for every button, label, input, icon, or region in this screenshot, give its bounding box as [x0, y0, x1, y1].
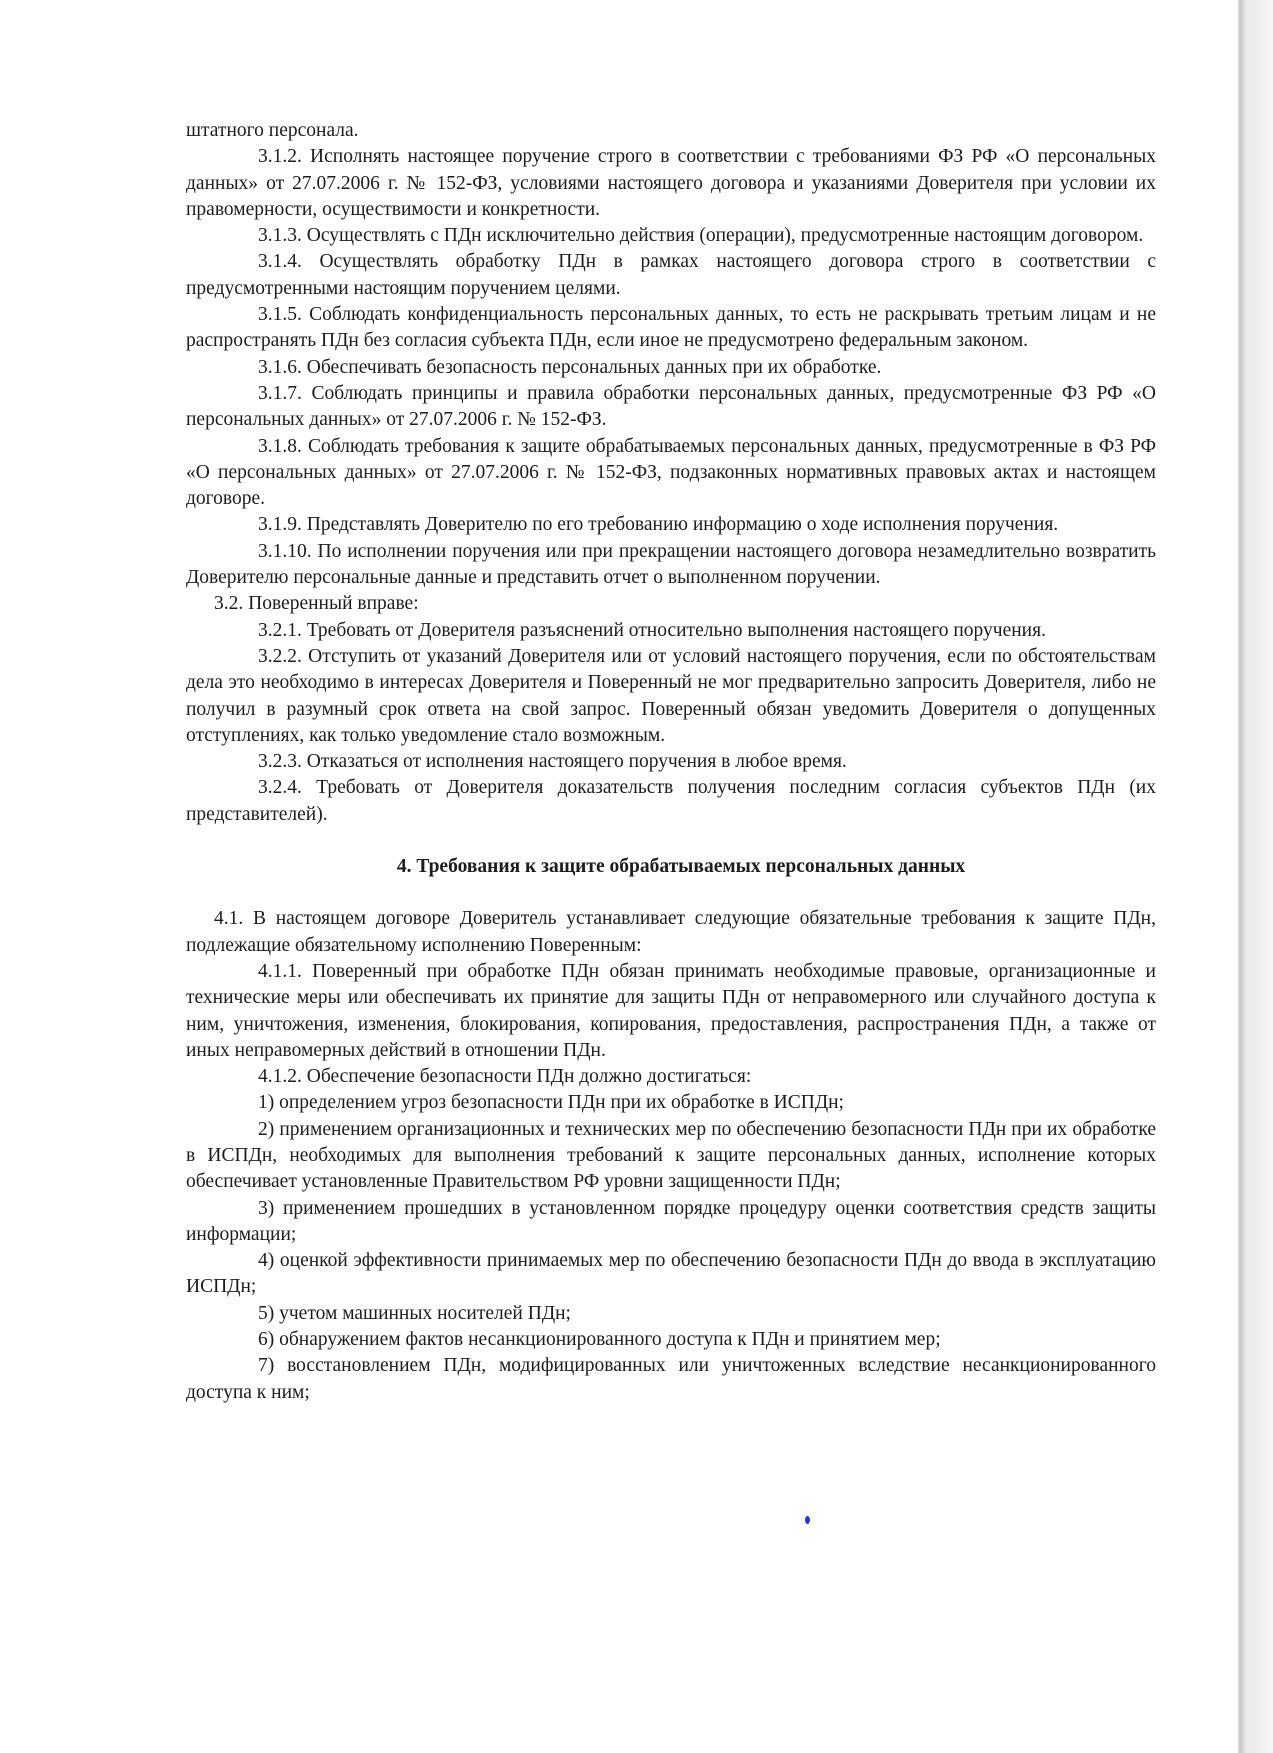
clause-3-1-4: 3.1.4. Осуществлять обработку ПДн в рамках настоящего договора строго в соответствии с предусмотренными настоящим поручением целями. [186, 251, 1156, 299]
clause-3-1-10: 3.1.10. По исполнении поручения или при прекращении настоящего договора незамедлительно возвратить Доверителю персональные данные и представить отчет о выполненном поручении. [186, 540, 1156, 589]
ink-speck [805, 1516, 810, 1524]
list-item-2: 2) применением организационных и технических мер по обеспечению безопасности ПДн при их обработке в ИСПДн, необходимых для выполнения требований к защите персональных данных, исполнение которых обеспечивает установленные Правительством РФ уровни защищенности ПДн; [186, 1118, 1156, 1193]
clause-3-1-7: 3.1.7. Соблюдать принципы и правила обработки персональных данных, предусмотренные ФЗ РФ «О персональных данных» от 27.07.2006 г. № 152-ФЗ. [186, 382, 1156, 431]
clause-3-2-1: 3.2.1. Требовать от Доверителя разъяснений относительно выполнения настоящего поручения. [258, 619, 1046, 641]
list-item-3: 3) применением прошедших в установленном порядке процедуру оценки соответствия средств защиты информации; [186, 1197, 1156, 1245]
clause-3-1-8: 3.1.8. Соблюдать требования к защите обрабатываемых персональных данных, предусмотренные в ФЗ РФ «О персональных данных» от 27.07.2006 г. № 152-ФЗ, подзаконных нормативных правовых актах и настоящем договоре. [186, 435, 1156, 510]
clause-3-1-2: 3.1.2. Исполнять настоящее поручение строго в соответствии с требованиями ФЗ РФ «О персональных данных» от 27.07.2006 г. № 152-ФЗ, условиями настоящего договора и указаниями Доверителя при условии их правомерности, осуществимости и конкретности. [186, 146, 1156, 220]
clause-4-1-1: 4.1.1. Поверенный при обработке ПДн обязан принимать необходимые правовые, организационные и технические меры или обеспечивать их принятие для защиты ПДн от неправомерного или случайного доступа к ним, уничтожения, изменения, блокирования, копирования, предоставления, распространения ПДн, а также от иных неправомерных действий в отношении ПДн. [186, 960, 1156, 1061]
clause-3-1-9: 3.1.9. Представлять Доверителю по его требованию информацию о ходе исполнения поручения. [258, 514, 1059, 536]
list-item-1: 1) определением угроз безопасности ПДн при их обработке в ИСПДн; [258, 1092, 844, 1114]
clause-3-2: 3.2. Поверенный вправе: [214, 593, 419, 615]
list-item-5: 5) учетом машинных носителей ПДн; [258, 1302, 571, 1324]
clause-3-1-6: 3.1.6. Обеспечивать безопасность персональных данных при их обработке. [258, 356, 882, 378]
clause-3-2-3: 3.2.3. Отказаться от исполнения настоящего поручения в любое время. [258, 751, 847, 773]
list-item-6: 6) обнаружением фактов несанкционированного доступа к ПДн и принятием мер; [258, 1329, 941, 1351]
scan-page-edge [1238, 0, 1273, 1753]
clause-3-2-4: 3.2.4. Требовать от Доверителя доказательств получения последним согласия субъектов ПДн (их представителей). [186, 777, 1156, 825]
document-body [186, 118, 1156, 1406]
clause-4-1: 4.1. В настоящем договоре Доверитель устанавливает следующие обязательные требования к защите ПДн, подлежащие обязательному исполнению Поверенным: [186, 908, 1156, 956]
section-4-heading: 4. Требования к защите обрабатываемых персональных данных [396, 856, 966, 878]
clause-3-1-3: 3.1.3. Осуществлять с ПДн исключительно действия (операции), предусмотренные настоящим договором. [258, 225, 1144, 247]
list-item-4: 4) оценкой эффективности принимаемых мер по обеспечению безопасности ПДн до ввода в эксплуатацию ИСПДн; [186, 1250, 1156, 1298]
clause-3-2-2: 3.2.2. Отступить от указаний Доверителя или от условий настоящего поручения, если по обстоятельствам дела это необходимо в интересах Доверителя и Поверенный не мог предварительно запросить Доверителя, либо не получил в разумный срок ответа на свой запрос. Поверенный обязан уведомить Доверителя о допущенных отступлениях, как только уведомление стало возможным. [186, 645, 1156, 746]
list-item-7: 7) восстановлением ПДн, модифицированных или уничтоженных вследствие несанкционированного доступа к ним; [186, 1355, 1156, 1403]
clause-3-1-5: 3.1.5. Соблюдать конфиденциальность персональных данных, то есть не раскрывать третьим лицам и не распространять ПДн без согласия субъекта ПДн, если иное не предусмотрено федеральным законом. [186, 304, 1156, 352]
clause-4-1-2: 4.1.2. Обеспечение безопасности ПДн должно достигаться: [258, 1066, 752, 1088]
paragraph-continuation: штатного персонала. [186, 120, 359, 141]
